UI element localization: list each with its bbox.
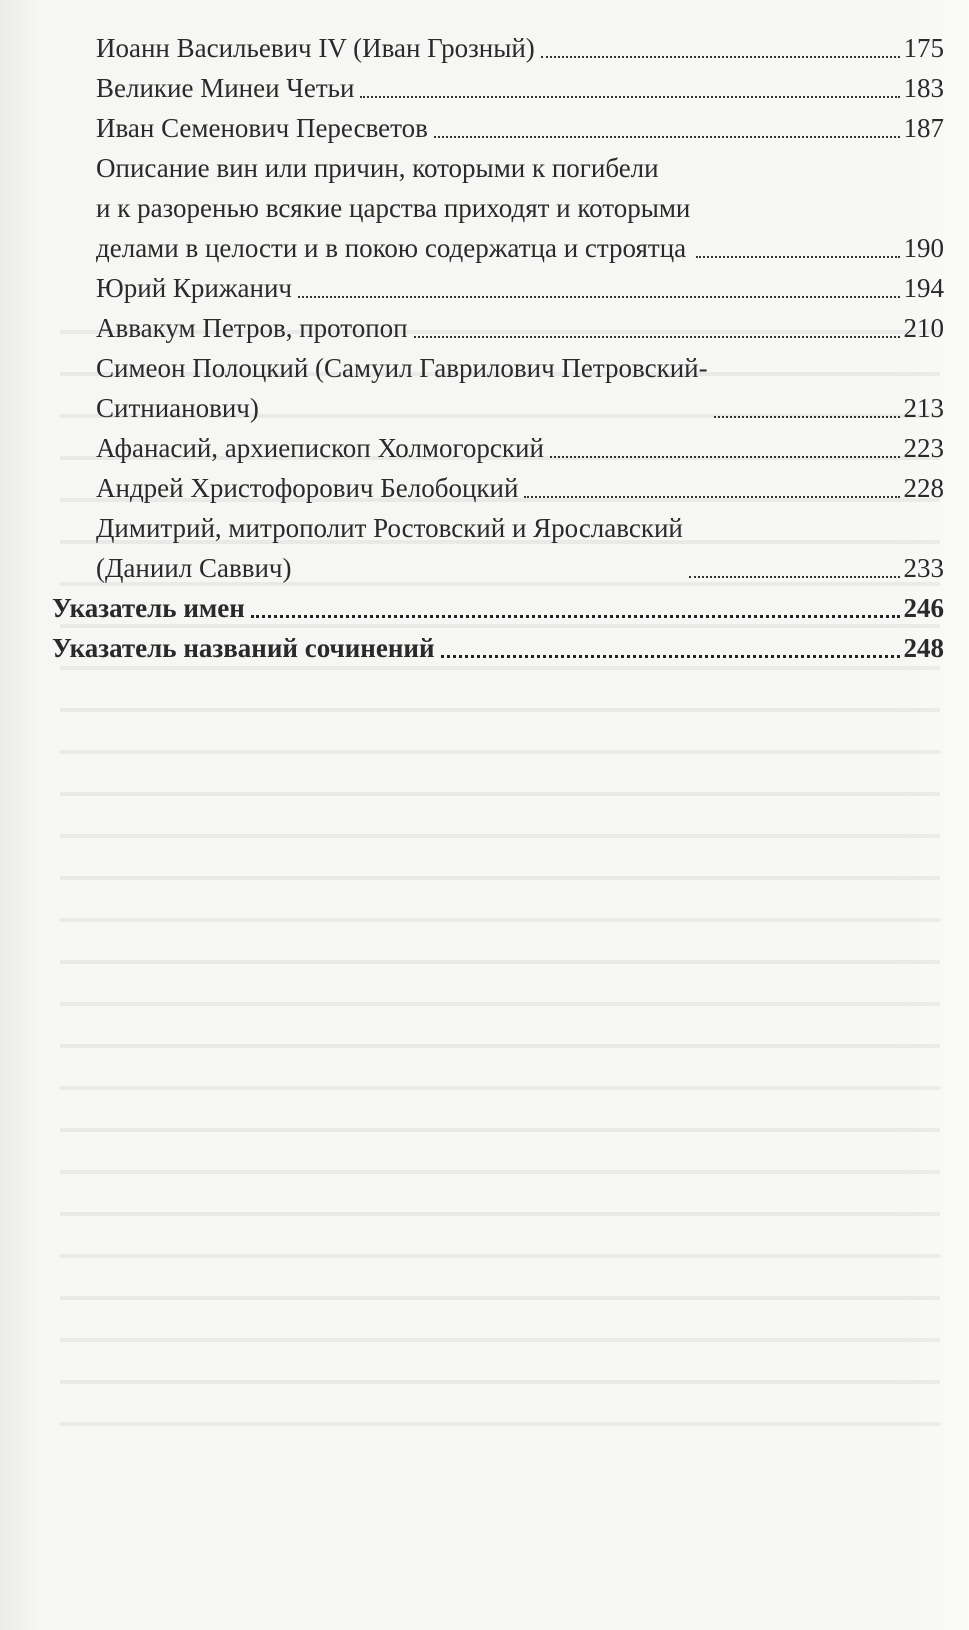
toc-entry-title: Указатель названий сочинений [52,633,435,663]
toc-entry-title: Аввакум Петров, протопоп [96,313,408,343]
dot-leader [541,56,900,58]
toc-entry-title: Симеон Полоцкий (Самуил Гаврилович Петровский- Ситнианович) [96,353,708,423]
toc-page-number: 223 [903,433,944,463]
toc-entry-title: Димитрий, митрополит Ростовский и Ярославский (Даниил Саввич) [96,513,683,583]
toc-entry-index-names [52,588,944,628]
toc-entry [52,68,944,108]
toc-entry [52,468,944,508]
dot-leader [441,655,900,658]
dot-leader [251,615,900,618]
toc-entry-title: Иоанн Васильевич IV (Иван Грозный) [96,33,535,63]
dot-leader [360,96,899,98]
toc-entry [52,148,944,268]
toc-page-number: 213 [903,393,944,423]
toc-page-number: 246 [903,593,944,623]
toc-entry [52,28,944,68]
toc-entry-title: Великие Минеи Четьи [96,73,355,103]
toc-page-number: 194 [903,273,944,303]
toc-page-number: 248 [903,633,944,663]
dot-leader [696,256,899,258]
dot-leader [434,136,900,138]
toc-entry [52,108,944,148]
toc-entry-title: Андрей Христофорович Белобоцкий [96,473,519,503]
toc-page-number: 187 [903,113,944,143]
toc-entry-title: Афанасий, архиепископ Холмогорский [96,433,544,463]
toc-entry-title: Указатель имен [52,593,245,623]
dot-leader [414,336,900,338]
toc-entry [52,348,944,428]
toc-entry [52,428,944,468]
toc-page-number: 175 [903,33,944,63]
toc-entry-index-works [52,628,944,668]
toc-entry [52,268,944,308]
toc-page-number: 210 [903,313,944,343]
toc-page-number: 228 [903,473,944,503]
toc-page-number: 233 [903,553,944,583]
toc-entry [52,308,944,348]
toc-page-number: 183 [903,73,944,103]
toc-entry [52,508,944,588]
toc-entry-title: Описание вин или причин, которыми к погибели и к разоренью всякие царства приходят и которыми делами в целости и в покою содержатца и строятца [96,153,691,263]
dot-leader [298,296,900,298]
dot-leader [714,416,900,418]
toc-entry-title: Иван Семенович Пересветов [96,113,428,143]
toc-entry-title: Юрий Крижанич [96,273,292,303]
toc-page-number: 190 [903,233,944,263]
dot-leader [550,456,900,458]
table-of-contents [52,28,944,668]
dot-leader [524,496,899,498]
dot-leader [689,576,900,578]
